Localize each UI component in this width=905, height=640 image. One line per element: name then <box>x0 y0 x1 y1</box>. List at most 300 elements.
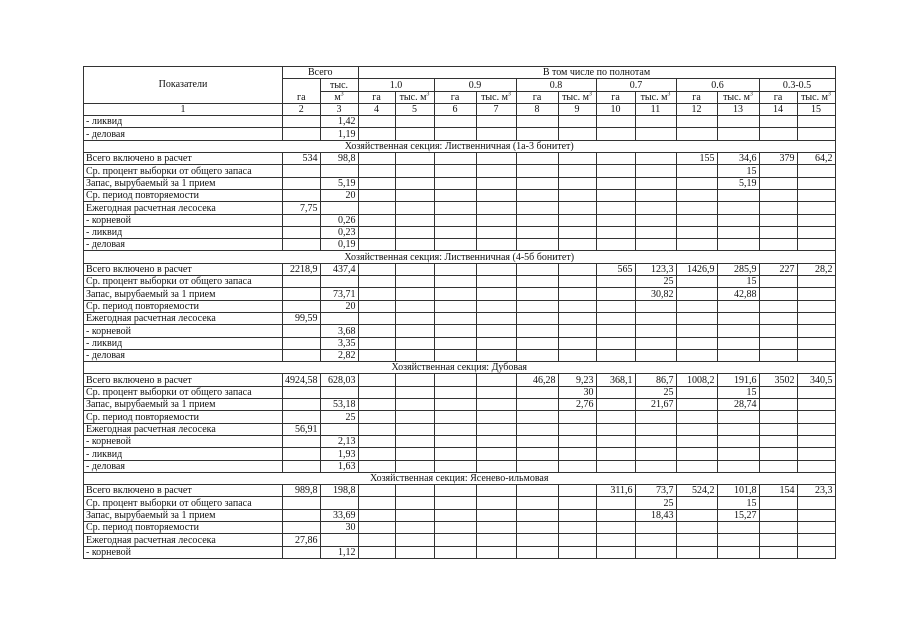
table-cell <box>358 411 395 423</box>
table-row <box>84 276 836 288</box>
table-cell <box>558 460 596 472</box>
table-cell <box>676 288 717 300</box>
row-label: - деловая <box>84 349 283 361</box>
table-cell <box>797 116 835 128</box>
table-cell <box>596 497 635 509</box>
table-cell <box>717 349 759 361</box>
table-cell <box>283 509 321 521</box>
table-cell <box>797 460 835 472</box>
table-cell <box>596 239 635 251</box>
table-cell <box>635 448 676 460</box>
table-cell <box>596 128 635 140</box>
table-cell: 3502 <box>759 374 797 386</box>
table-cell <box>476 177 516 189</box>
table-cell <box>283 411 321 423</box>
header-unit-vol: тыс. $м^3$ <box>635 91 676 103</box>
table-cell <box>283 165 321 177</box>
table-cell <box>717 128 759 140</box>
table-cell <box>759 202 797 214</box>
table-cell <box>558 177 596 189</box>
table-cell <box>395 116 434 128</box>
table-cell <box>434 521 476 533</box>
table-cell <box>395 165 434 177</box>
table-cell <box>596 226 635 238</box>
table-cell <box>596 509 635 521</box>
header-unit-vol: тыс. $м^3$ <box>797 91 835 103</box>
column-number: 3 <box>320 103 358 115</box>
table-cell <box>635 337 676 349</box>
row-label: Всего включено в расчет <box>84 374 283 386</box>
table-cell <box>676 399 717 411</box>
table-cell <box>759 423 797 435</box>
table-cell <box>759 288 797 300</box>
table-cell <box>676 509 717 521</box>
table-cell <box>596 177 635 189</box>
table-cell <box>797 226 835 238</box>
table-cell <box>759 276 797 288</box>
table-cell <box>434 435 476 447</box>
table-row <box>84 448 836 460</box>
table-cell <box>358 214 395 226</box>
table-cell <box>476 435 516 447</box>
table-row <box>84 300 836 312</box>
table-cell <box>434 177 476 189</box>
table-cell <box>395 239 434 251</box>
section-row <box>84 472 836 484</box>
table-cell <box>797 411 835 423</box>
table-cell <box>476 226 516 238</box>
table-cell <box>395 153 434 165</box>
table-cell: 2,76 <box>558 399 596 411</box>
table-cell <box>596 165 635 177</box>
table-cell <box>516 214 558 226</box>
table-cell <box>516 189 558 201</box>
table-cell <box>358 288 395 300</box>
table-cell <box>635 214 676 226</box>
header-unit-vol: тыс. $м^3$ <box>476 91 516 103</box>
table-cell <box>797 189 835 201</box>
table-cell <box>596 325 635 337</box>
header-density-2: 0.9 <box>434 79 516 91</box>
table-cell <box>358 386 395 398</box>
table-cell <box>395 399 434 411</box>
table-cell <box>283 116 321 128</box>
table-cell <box>676 116 717 128</box>
header-unit-ha: га <box>759 91 797 103</box>
table-cell <box>596 411 635 423</box>
table-cell <box>320 534 358 546</box>
table-cell <box>635 202 676 214</box>
table-cell <box>797 202 835 214</box>
column-number: 10 <box>596 103 635 115</box>
table-cell: 53,18 <box>320 399 358 411</box>
table-cell <box>596 423 635 435</box>
table-cell <box>676 177 717 189</box>
table-cell <box>434 325 476 337</box>
table-cell <box>516 411 558 423</box>
table-row <box>84 509 836 521</box>
table-cell <box>395 288 434 300</box>
table-cell: 1,93 <box>320 448 358 460</box>
table-cell <box>635 153 676 165</box>
table-cell <box>283 521 321 533</box>
table-cell: 98,8 <box>320 153 358 165</box>
table-cell <box>395 423 434 435</box>
row-label: - ликвид <box>84 116 283 128</box>
table-cell <box>476 546 516 558</box>
table-cell <box>516 534 558 546</box>
table-cell <box>320 497 358 509</box>
table-cell <box>434 214 476 226</box>
table-cell: 534 <box>283 153 321 165</box>
table-cell <box>358 202 395 214</box>
table-cell <box>717 239 759 251</box>
table-cell <box>358 325 395 337</box>
table-cell <box>358 116 395 128</box>
table-cell <box>516 128 558 140</box>
column-number: 12 <box>676 103 717 115</box>
table-cell <box>558 448 596 460</box>
table-cell <box>320 276 358 288</box>
table-row <box>84 497 836 509</box>
table-cell <box>434 485 476 497</box>
table-cell <box>759 534 797 546</box>
table-cell: 33,69 <box>320 509 358 521</box>
table-cell <box>797 546 835 558</box>
table-cell: 1426,9 <box>676 263 717 275</box>
table-cell <box>516 546 558 558</box>
table-cell: 73,7 <box>635 485 676 497</box>
table-cell <box>676 423 717 435</box>
table-row <box>84 128 836 140</box>
row-label: Запас, вырубаемый за 1 прием <box>84 288 283 300</box>
row-label: Запас, вырубаемый за 1 прием <box>84 509 283 521</box>
table-cell <box>797 534 835 546</box>
table-cell <box>635 312 676 324</box>
table-cell: 1,12 <box>320 546 358 558</box>
table-cell <box>476 288 516 300</box>
table-cell <box>676 128 717 140</box>
row-label: Ср. период повторяемости <box>84 521 283 533</box>
table-cell <box>558 546 596 558</box>
table-cell <box>283 448 321 460</box>
section-title: Хозяйственная секция: Дубовая <box>84 362 836 374</box>
row-label: Ср. процент выборки от общего запаса <box>84 497 283 509</box>
table-cell: 73,71 <box>320 288 358 300</box>
table-cell <box>676 325 717 337</box>
column-number: 2 <box>283 103 321 115</box>
table-cell <box>358 337 395 349</box>
table-cell <box>558 239 596 251</box>
table-cell <box>395 202 434 214</box>
table-cell <box>797 288 835 300</box>
table-cell <box>320 312 358 324</box>
table-cell <box>358 485 395 497</box>
section-row <box>84 140 836 152</box>
table-cell: 21,67 <box>635 399 676 411</box>
table-cell <box>596 300 635 312</box>
table-cell <box>358 276 395 288</box>
table-cell <box>596 386 635 398</box>
table-cell <box>558 226 596 238</box>
table-cell <box>797 177 835 189</box>
table-cell <box>596 337 635 349</box>
table-cell <box>434 116 476 128</box>
table-cell: 25 <box>635 386 676 398</box>
table-row <box>84 116 836 128</box>
table-cell <box>596 116 635 128</box>
table-cell: 27,86 <box>283 534 321 546</box>
row-label: - ликвид <box>84 448 283 460</box>
table-cell <box>476 128 516 140</box>
row-label: Ежегодная расчетная лесосека <box>84 534 283 546</box>
row-label: - ликвид <box>84 337 283 349</box>
table-cell <box>797 214 835 226</box>
table-row <box>84 374 836 386</box>
table-cell <box>759 460 797 472</box>
table-cell <box>676 546 717 558</box>
table-cell <box>596 534 635 546</box>
table-row <box>84 153 836 165</box>
table-cell <box>395 534 434 546</box>
table-cell <box>516 521 558 533</box>
table-cell <box>434 226 476 238</box>
table-cell <box>596 435 635 447</box>
row-label: Ежегодная расчетная лесосека <box>84 202 283 214</box>
table-cell <box>759 177 797 189</box>
table-cell: 30 <box>320 521 358 533</box>
table-cell <box>759 325 797 337</box>
table-cell: 285,9 <box>717 263 759 275</box>
table-cell: 368,1 <box>596 374 635 386</box>
table-cell <box>797 497 835 509</box>
row-label: - деловая <box>84 460 283 472</box>
table-cell <box>717 448 759 460</box>
table-cell: 28,74 <box>717 399 759 411</box>
table-cell <box>395 226 434 238</box>
table-cell <box>395 546 434 558</box>
table-cell <box>516 509 558 521</box>
table-cell <box>283 399 321 411</box>
table-row <box>84 239 836 251</box>
table-cell <box>395 497 434 509</box>
table-cell <box>596 399 635 411</box>
column-number: 6 <box>434 103 476 115</box>
table-cell <box>476 423 516 435</box>
table-cell <box>596 521 635 533</box>
row-label: Ежегодная расчетная лесосека <box>84 423 283 435</box>
table-cell <box>676 435 717 447</box>
table-row <box>84 485 836 497</box>
table-cell <box>635 189 676 201</box>
table-cell <box>676 386 717 398</box>
table-header <box>84 67 836 116</box>
table-cell <box>759 435 797 447</box>
table-cell: 34,6 <box>717 153 759 165</box>
header-total-m3: $м^3$ <box>320 91 358 103</box>
table-cell <box>759 214 797 226</box>
table-cell <box>676 448 717 460</box>
table-cell <box>717 546 759 558</box>
table-cell <box>797 300 835 312</box>
table-cell <box>759 165 797 177</box>
table-cell <box>797 165 835 177</box>
table-cell <box>558 288 596 300</box>
table-cell: 15 <box>717 276 759 288</box>
table-cell <box>358 435 395 447</box>
table-cell: 5,19 <box>320 177 358 189</box>
table-cell <box>759 399 797 411</box>
table-cell <box>358 546 395 558</box>
table-cell <box>717 411 759 423</box>
row-label: Всего включено в расчет <box>84 263 283 275</box>
table-cell <box>516 288 558 300</box>
row-label: Запас, вырубаемый за 1 прием <box>84 399 283 411</box>
table-cell: 2218,9 <box>283 263 321 275</box>
table-row <box>84 460 836 472</box>
table-row <box>84 546 836 558</box>
column-number: 5 <box>395 103 434 115</box>
table-row <box>84 165 836 177</box>
table-row <box>84 226 836 238</box>
table-cell <box>320 386 358 398</box>
table-cell: 9,23 <box>558 374 596 386</box>
table-cell <box>283 177 321 189</box>
forestry-table <box>83 66 836 559</box>
table-cell <box>395 263 434 275</box>
table-cell: 25 <box>320 411 358 423</box>
column-number: 11 <box>635 103 676 115</box>
table-cell: 15 <box>717 386 759 398</box>
column-number: 13 <box>717 103 759 115</box>
table-cell <box>395 312 434 324</box>
table-cell <box>596 312 635 324</box>
row-label: Ср. период повторяемости <box>84 411 283 423</box>
table-cell <box>797 435 835 447</box>
table-cell <box>283 349 321 361</box>
table-cell <box>558 435 596 447</box>
header-density-4: 0.7 <box>596 79 676 91</box>
table-cell <box>476 202 516 214</box>
table-cell <box>434 165 476 177</box>
table-cell <box>434 202 476 214</box>
table-cell <box>476 300 516 312</box>
column-number: 9 <box>558 103 596 115</box>
table-row <box>84 263 836 275</box>
table-cell <box>358 423 395 435</box>
table-cell: 3,35 <box>320 337 358 349</box>
table-cell <box>395 509 434 521</box>
column-number: 4 <box>358 103 395 115</box>
table-cell <box>676 239 717 251</box>
table-row <box>84 386 836 398</box>
table-cell <box>320 165 358 177</box>
table-cell <box>434 411 476 423</box>
table-cell <box>516 239 558 251</box>
table-cell <box>558 485 596 497</box>
table-cell <box>558 214 596 226</box>
table-cell <box>717 325 759 337</box>
table-cell <box>434 497 476 509</box>
table-cell: 23,3 <box>797 485 835 497</box>
table-cell <box>635 128 676 140</box>
table-cell <box>558 189 596 201</box>
table-cell <box>759 497 797 509</box>
table-cell: 628,03 <box>320 374 358 386</box>
table-cell <box>283 546 321 558</box>
table-cell: 18,43 <box>635 509 676 521</box>
table-cell <box>596 153 635 165</box>
table-cell <box>558 521 596 533</box>
table-cell <box>476 116 516 128</box>
table-cell <box>558 128 596 140</box>
table-cell <box>434 460 476 472</box>
table-cell <box>635 226 676 238</box>
table-cell <box>283 386 321 398</box>
table-cell <box>717 300 759 312</box>
table-cell <box>476 325 516 337</box>
table-cell <box>558 202 596 214</box>
table-cell <box>797 399 835 411</box>
table-cell: 42,88 <box>717 288 759 300</box>
table-cell <box>558 300 596 312</box>
table-row <box>84 177 836 189</box>
header-total: Всего <box>283 67 359 79</box>
table-cell <box>635 116 676 128</box>
table-cell <box>395 460 434 472</box>
table-cell <box>558 165 596 177</box>
table-cell <box>717 534 759 546</box>
table-cell <box>759 337 797 349</box>
table-cell <box>759 128 797 140</box>
table-cell <box>516 435 558 447</box>
table-row <box>84 325 836 337</box>
header-density-1: 1.0 <box>358 79 434 91</box>
table-cell <box>797 423 835 435</box>
header-column-numbers <box>84 103 836 115</box>
table-cell <box>717 214 759 226</box>
table-cell: 15 <box>717 497 759 509</box>
table-cell <box>283 288 321 300</box>
column-number: 8 <box>516 103 558 115</box>
header-total-ha: га <box>283 79 321 104</box>
table-cell <box>283 276 321 288</box>
table-cell <box>635 423 676 435</box>
table-cell <box>476 214 516 226</box>
table-cell <box>434 276 476 288</box>
table-cell <box>358 448 395 460</box>
table-cell <box>797 337 835 349</box>
table-cell <box>283 325 321 337</box>
table-cell: 25 <box>635 276 676 288</box>
table-cell <box>676 534 717 546</box>
table-cell <box>516 386 558 398</box>
table-cell <box>596 189 635 201</box>
table-cell: 227 <box>759 263 797 275</box>
table-cell <box>635 349 676 361</box>
table-cell <box>434 509 476 521</box>
table-cell <box>676 337 717 349</box>
table-cell <box>676 276 717 288</box>
table-cell <box>395 325 434 337</box>
section-row <box>84 251 836 263</box>
table-cell <box>717 521 759 533</box>
table-cell <box>797 448 835 460</box>
table-cell: 99,59 <box>283 312 321 324</box>
table-cell <box>395 189 434 201</box>
table-row <box>84 349 836 361</box>
table-cell <box>596 288 635 300</box>
